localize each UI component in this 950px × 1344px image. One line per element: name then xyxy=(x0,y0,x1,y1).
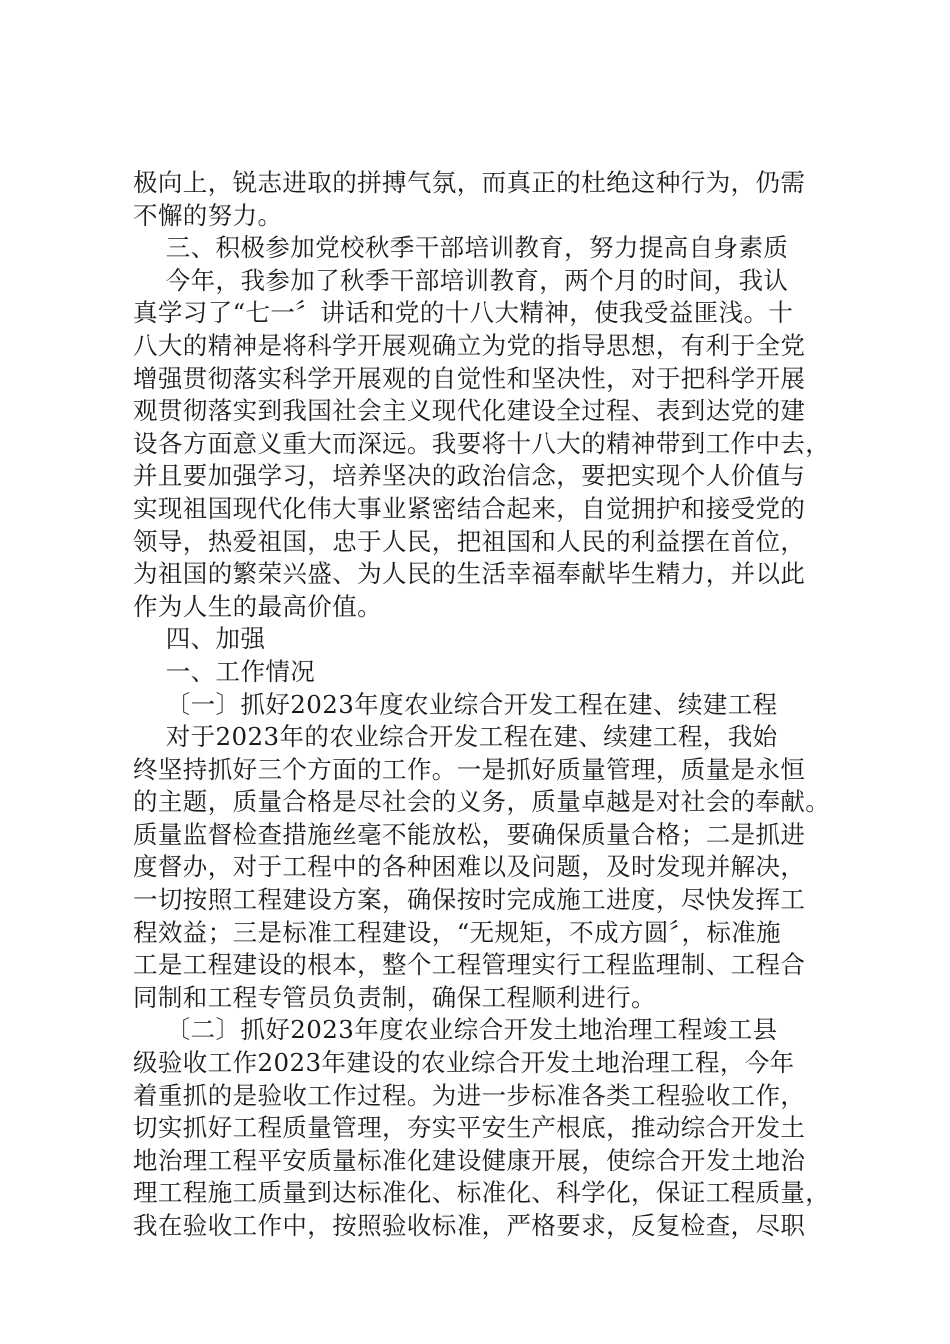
text-line: 一切按照工程建设方案，确保按时完成施工进度，尽快发挥工 xyxy=(133,885,806,915)
text-line: 增强贯彻落实科学开展观的自觉性和坚决性，对于把科学开展 xyxy=(133,363,806,393)
text-line: 着重抓的是验收工作过程。为进一步标准各类工程验收工作， xyxy=(133,1080,806,1110)
text-line: 级验收工作2023年建设的农业综合开发土地治理工程，今年 xyxy=(133,1048,795,1078)
text-line: 领导，热爱祖国，忠于人民，把祖国和人民的利益摆在首位， xyxy=(133,526,806,556)
text-line: 极向上，锐志进取的拼搏气氛，而真正的杜绝这种行为，仍需 xyxy=(133,168,806,197)
text-line: 观贯彻落实到我国社会主义现代化建设全过程、表到达党的建 xyxy=(133,396,806,426)
text-line: 为祖国的繁荣兴盛、为人民的生活幸福奉献毕生精力，并以此 xyxy=(133,559,806,589)
document-body xyxy=(133,167,843,1243)
text-line: 的主题，质量合格是尽社会的义务，质量卓越是对社会的奉献。 xyxy=(133,787,831,817)
text-line: 真学习了“七一〞讲话和党的十八大精神，使我受益匪浅。十 xyxy=(133,298,794,328)
text-line: 实现祖国现代化伟大事业紧密结合起来，自觉拥护和接受党的 xyxy=(133,493,806,523)
text-line: 作为人生的最高价值。 xyxy=(133,591,382,621)
subsection-heading: 〔一〕抓好2023年度农业综合开发工程在建、续建工程 xyxy=(133,689,778,719)
text-line: 今年，我参加了秋季干部培训教育，两个月的时间，我认 xyxy=(133,265,789,295)
subsection-heading: 〔二〕抓好2023年度农业综合开发土地治理工程竣工县 xyxy=(133,1015,778,1045)
text-line: 理工程施工质量到达标准化、标准化、科学化，保证工程质量， xyxy=(133,1178,831,1208)
text-line: 切实抓好工程质量管理，夯实平安生产根底，推动综合开发土 xyxy=(133,1113,806,1143)
text-line: 工是工程建设的根本，整个工程管理实行工程监理制、工程合 xyxy=(133,950,806,980)
text-line: 地治理工程平安质量标准化建设健康开展，使综合开发土地治 xyxy=(133,1145,806,1175)
text-line: 设各方面意义重大而深远。我要将十八大的精神带到工作中去， xyxy=(133,428,831,458)
section-heading: 三、积极参加党校秋季干部培训教育，努力提高自身素质 xyxy=(133,233,789,263)
text-line: 程效益；三是标准工程建设，“无规矩，不成方圆〞，标准施 xyxy=(133,917,782,947)
text-line: 终坚持抓好三个方面的工作。一是抓好质量管理，质量是永恒 xyxy=(133,754,806,784)
text-line: 不懈的努力。 xyxy=(133,200,283,230)
text-line: 质量监督检查措施丝毫不能放松，要确保质量合格；二是抓进 xyxy=(133,819,806,849)
section-heading: 四、加强 xyxy=(133,624,266,654)
text-line: 八大的精神是将科学开展观确立为党的指导思想，有利于全党 xyxy=(133,330,806,360)
section-heading: 一、工作情况 xyxy=(133,656,316,686)
text-line: 对于2023年的农业综合开发工程在建、续建工程，我始 xyxy=(133,722,778,752)
text-line: 度督办，对于工程中的各种困难以及问题，及时发现并解决， xyxy=(133,852,806,882)
text-line: 我在验收工作中，按照验收标准，严格要求，反复检查，尽职 xyxy=(133,1211,806,1240)
text-line: 并且要加强学习，培养坚决的政治信念，要把实现个人价值与 xyxy=(133,461,806,491)
text-line: 同制和工程专管员负责制，确保工程顺利进行。 xyxy=(133,982,656,1012)
